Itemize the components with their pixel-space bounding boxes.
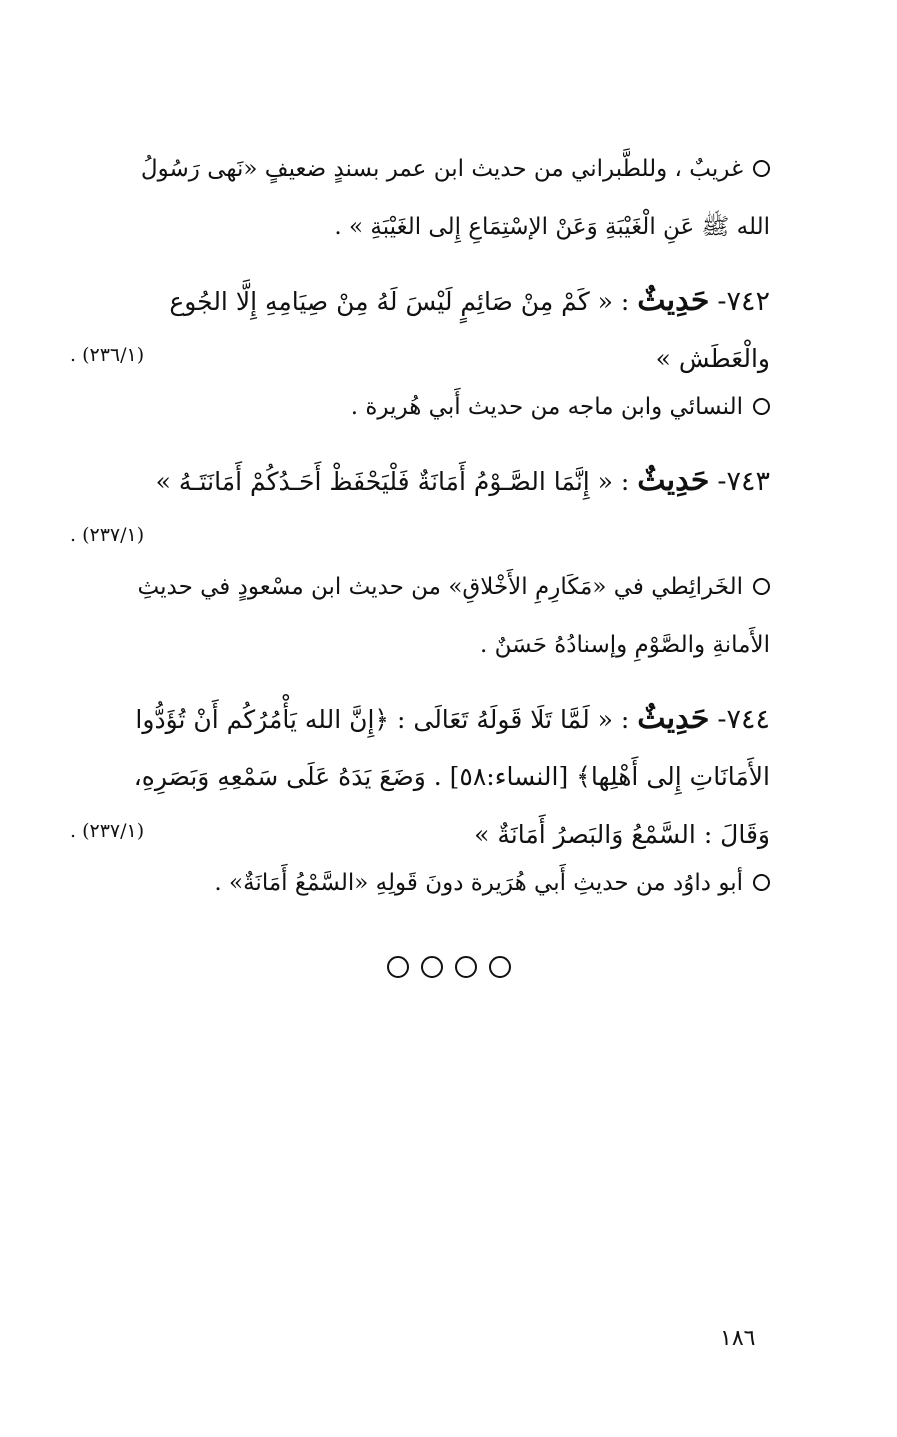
hadith-keyword: حَدِيثٌ	[637, 701, 710, 736]
circle-bullet-icon	[753, 874, 770, 891]
note-text: أبو داوُد من حديثِ أَبي هُرَيرة دونَ قَولِهِ «السَّمْعُ أَمَانَةٌ» .	[214, 870, 743, 896]
hadith-742-line	[70, 330, 770, 378]
note-text: الله ﷺ عَنِ الْغَيْبَةِ وَعَنْ الإسْتِمَاعِ إِلى الغَيْبَةِ » .	[334, 214, 770, 240]
hadith-keyword: حَدِيثٌ	[637, 283, 710, 318]
note-text: غريبٌ ، وللطَّبراني من حديث ابن عمر بسندٍ ضعيفٍ «نَهى رَسُولُ	[140, 156, 743, 182]
hadith-text: : « لَمَّا تَلَا قَولَهُ تَعَالَى : ﴿إِنَّ الله يَأْمُرُكُم أَنْ تُؤَدُّوا	[135, 705, 630, 734]
hadith-text: الأَمَانَاتِ إِلى أَهْلِها﴾ [النساء:٥٨] . وَضَعَ يَدَهُ عَلَى سَمْعِهِ وَبَصَرِهِ،	[133, 762, 770, 791]
note-text: الأَمانةِ والصَّوْمِ وإسنادُهُ حَسَنٌ .	[480, 632, 770, 658]
hadith-text: : « إِنَّمَا الصَّـوْمُ أَمَانَةٌ فَلْيَحْفَظْ أَحَـدُكُمْ أَمَانَتَـهُ »	[155, 467, 630, 496]
circle-bullet-icon	[753, 160, 770, 177]
note-line	[70, 140, 770, 198]
page-number: ١٨٦	[720, 1326, 756, 1351]
circle-ornament-icon	[421, 956, 443, 978]
note-line	[70, 558, 770, 616]
note-line	[70, 198, 770, 256]
hadith-text: وَقَالَ : السَّمْعُ وَالبَصرُ أَمَانَةٌ »	[474, 820, 770, 849]
hadith-742-line	[70, 272, 770, 330]
hadith-744-line	[70, 806, 770, 854]
circle-ornament-icon	[387, 956, 409, 978]
page-body	[70, 140, 770, 912]
note-line	[70, 616, 770, 674]
hadith-744-line	[70, 748, 770, 806]
hadith-number: ٧٤٢-	[717, 286, 770, 317]
hadith-number: ٧٤٣-	[717, 466, 770, 497]
note-text: النسائي وابن ماجه من حديث أَبي هُريرة .	[350, 394, 743, 420]
hadith-743-line	[70, 510, 770, 558]
note-line	[70, 854, 770, 912]
note-text: الخَرائِطي في «مَكَارِمِ الأَخْلاقِ» من حديث ابن مسْعودٍ في حديثِ	[137, 574, 743, 600]
section-divider	[0, 958, 897, 980]
hadith-text: : « كَمْ مِنْ صَائِمٍ لَيْسَ لَهُ مِنْ صِيَامِهِ إِلَّا الجُوع	[169, 287, 630, 316]
hadith-743-line	[70, 452, 770, 510]
reference: (٢٣٧/١) .	[70, 524, 145, 546]
hadith-number: ٧٤٤-	[717, 704, 770, 735]
circle-ornament-icon	[489, 956, 511, 978]
note-line	[70, 378, 770, 436]
reference: (٢٣٦/١) .	[70, 344, 145, 366]
circle-bullet-icon	[753, 578, 770, 595]
hadith-text: والْعَطَش »	[655, 344, 770, 373]
hadith-744-line	[70, 690, 770, 748]
circle-bullet-icon	[753, 398, 770, 415]
hadith-keyword: حَدِيثٌ	[637, 463, 710, 498]
circle-ornament-icon	[455, 956, 477, 978]
reference: (٢٣٧/١) .	[70, 820, 145, 842]
